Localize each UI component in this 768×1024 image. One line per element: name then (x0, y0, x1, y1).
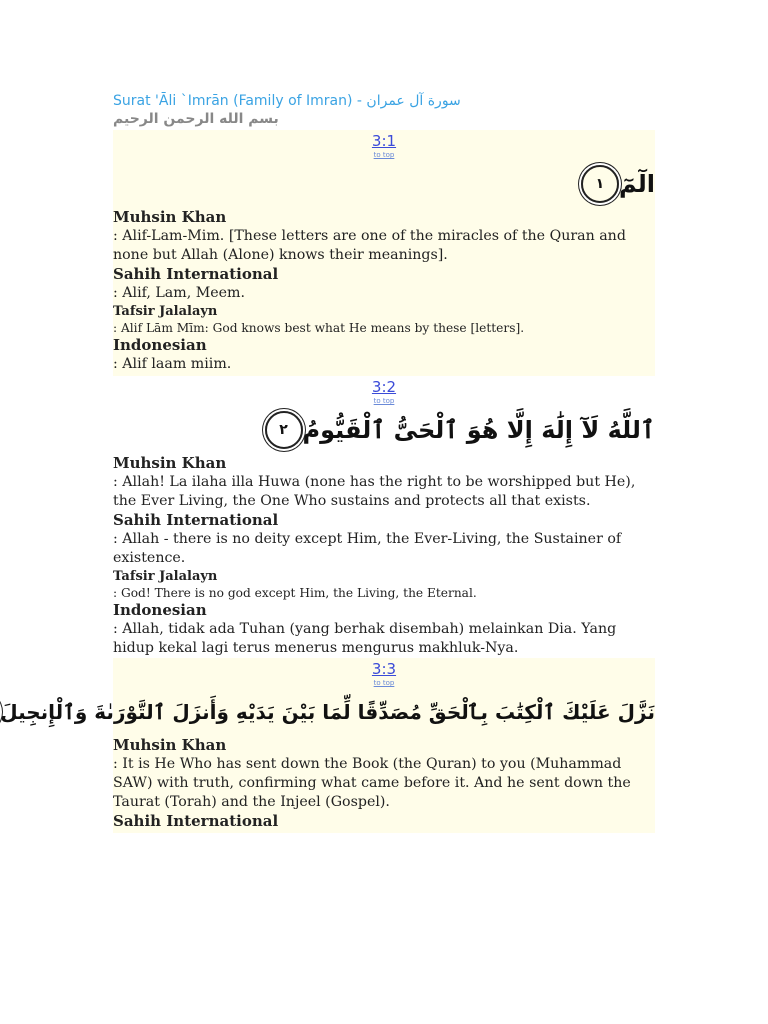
translation-text: : Allah, tidak ada Tuhan (yang berhak disembah) melainkan Dia. Yang hidup kekal lagi terus menerus mengurus makhluk-Nya. (113, 621, 617, 656)
translator-name: Sahih International (113, 265, 279, 283)
arabic-text: الٓمٓ (618, 170, 655, 198)
arabic-verse (0, 688, 655, 736)
arabic-verse (113, 406, 655, 454)
translator-name: Muhsin Khan (113, 208, 227, 226)
translation-text: : Allah! La ilaha illa Huwa (none has the right to be worshipped but He), the Ever Living, the One Who sustains and protects all that exists. (113, 474, 636, 509)
translator-name: Tafsir Jalalayn (113, 569, 218, 584)
surah-title: Surat 'Āli `Imrān (Family of Imran) - سورة آل عمران (113, 93, 461, 109)
translation-text: : Alif-Lam-Mim. [These letters are one of the miracles of the Quran and none but Allah (Alone) knows their meanings]. (113, 228, 626, 263)
translation-text: : Allah - there is no deity except Him, the Ever-Living, the Sustainer of existence. (113, 531, 622, 566)
verse-block (0, 658, 655, 833)
translator-name: Indonesian (113, 601, 207, 619)
translator-name: Indonesian (113, 336, 207, 354)
verse-ref-link[interactable]: 3:2 (371, 378, 397, 396)
translation-text: : It is He Who has sent down the Book (the Quran) to you (Muhammad SAW) with truth, confirming what came before it. And he sent down the Taurat (Torah) and the Injeel (Gospel). (113, 756, 631, 810)
translation-text: : God! There is no god except Him, the Living, the Eternal. (113, 586, 477, 600)
translation-text: : Alif, Lam, Meem. (113, 285, 246, 301)
verse-block (113, 376, 655, 658)
arabic-text: ٱللَّهُ لَآ إِلَٰهَ إِلَّا هُوَ ٱلْحَىُّ ٱلْقَيُّومُ (302, 416, 655, 444)
translator-name: Muhsin Khan (113, 454, 227, 472)
ayah-number-mark: ١ (581, 165, 619, 203)
translator-name: Muhsin Khan (113, 736, 227, 754)
translation-text: : Alif Lām Mīm: God knows best what He means by these [letters]. (113, 321, 525, 335)
to-top-link[interactable]: to top (373, 679, 395, 687)
surah-page (0, 92, 655, 833)
verse-ref-link[interactable]: 3:1 (371, 132, 397, 150)
bismillah: بسم الله الرحمن الرحيم (113, 111, 279, 127)
to-top-link[interactable]: to top (373, 151, 395, 159)
verse-block (113, 130, 655, 376)
arabic-verse (113, 160, 655, 208)
verse-ref-link[interactable]: 3:3 (371, 660, 397, 678)
arabic-text: نَزَّلَ عَلَيْكَ ٱلْكِتَٰبَ بِٱلْحَقِّ مُصَدِّقًا لِّمَا بَيْنَ يَدَيْهِ وَأَنزَلَ ٱلتَّوْرَىٰةَ وَٱلْإِنجِيلَ (0, 700, 655, 724)
translator-name: Sahih International (113, 812, 279, 830)
ayah-number-mark: ٢ (265, 411, 303, 449)
translation-text: : Alif laam miim. (113, 356, 232, 372)
translator-name: Tafsir Jalalayn (113, 304, 218, 319)
translator-name: Sahih International (113, 511, 279, 529)
to-top-link[interactable]: to top (373, 397, 395, 405)
